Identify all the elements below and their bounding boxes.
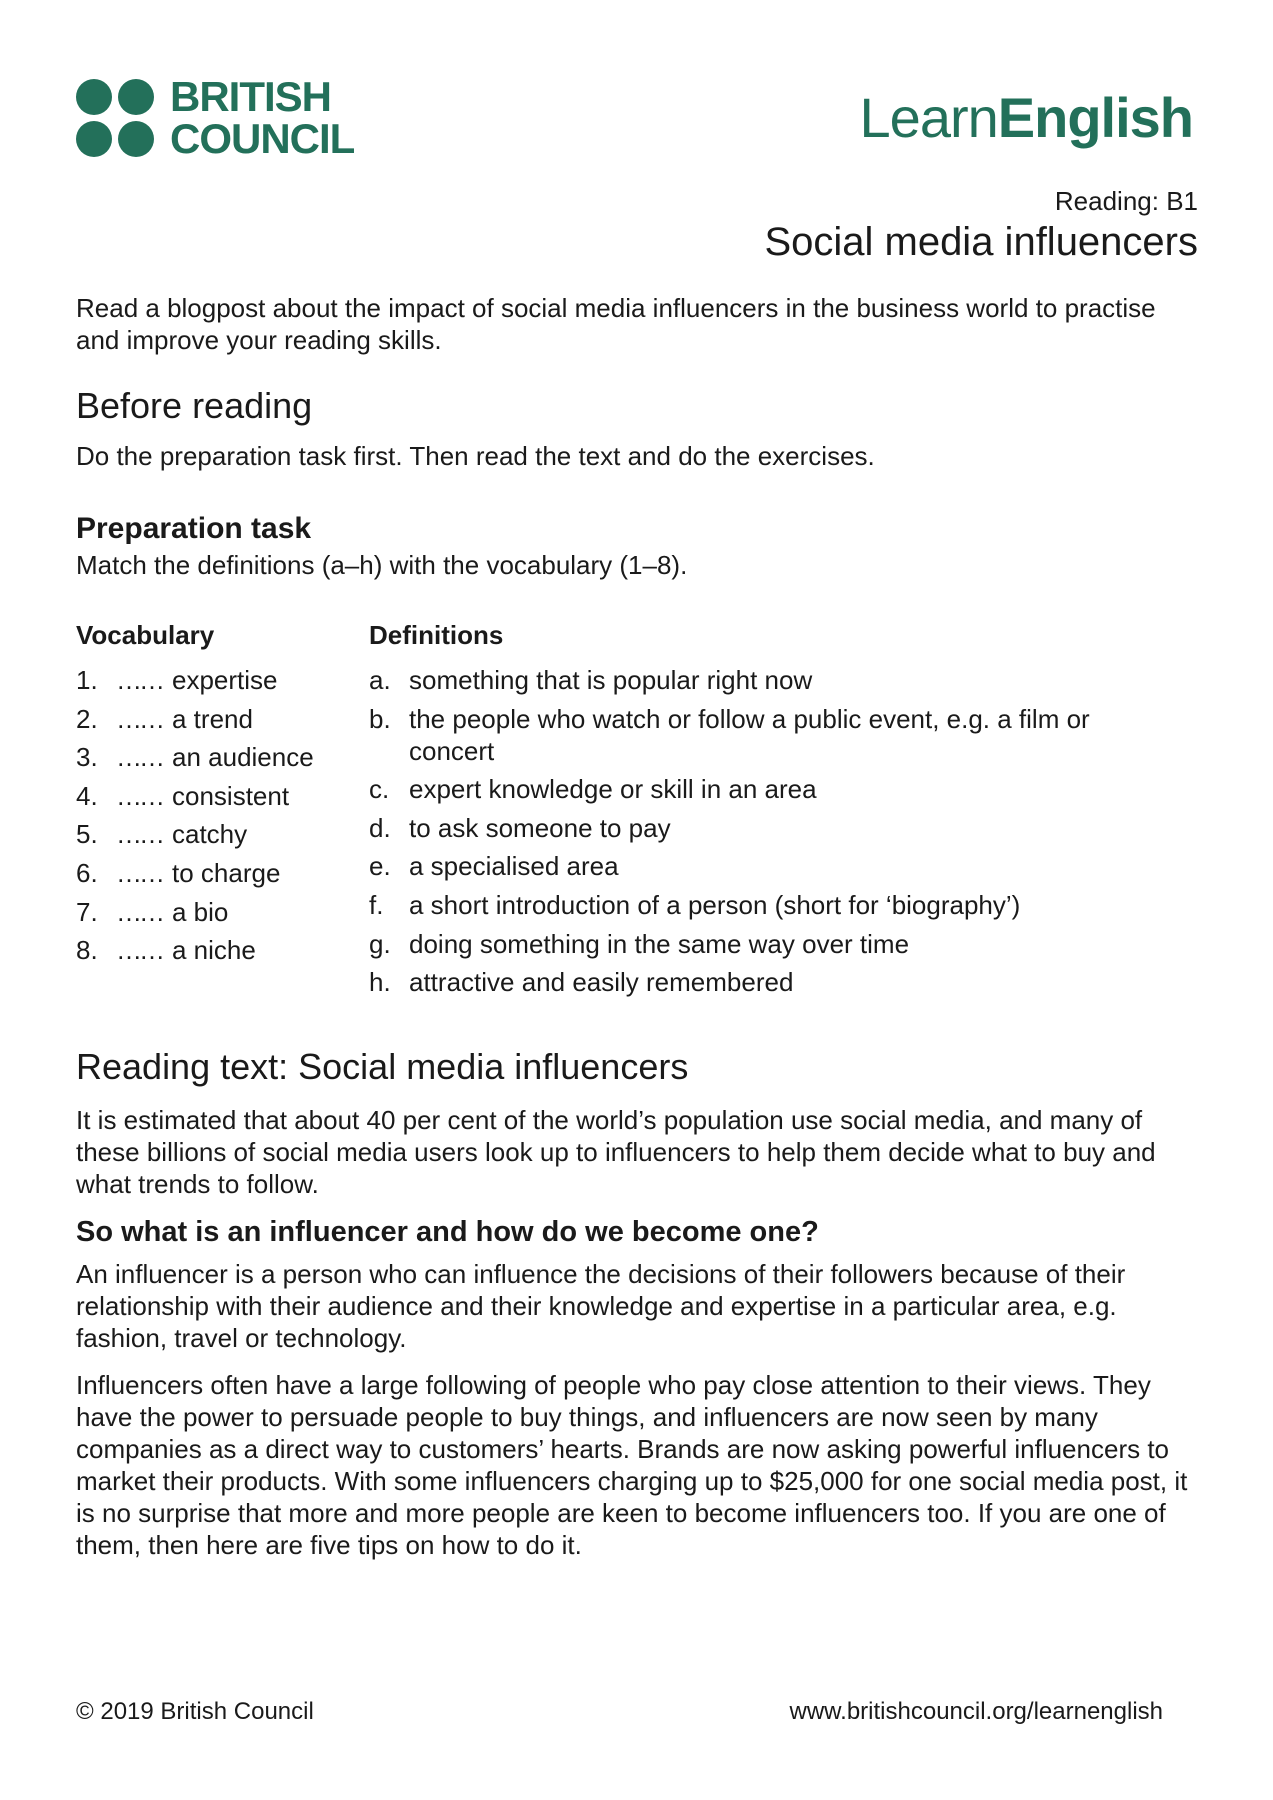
answer-blank[interactable]: …… [116,896,162,927]
definition-text: to ask someone to pay [409,812,671,843]
definition-item [369,664,1149,696]
prep-task-heading: Preparation task [76,512,312,545]
british-council-logo [76,73,355,162]
definition-letter: e. [369,851,391,882]
definition-text: attractive and easily remembered [409,967,794,998]
definition-letter: c. [369,774,390,805]
vocab-item [76,896,314,928]
logo-line-2: COUNCIL [170,115,355,162]
answer-blank[interactable]: …… [116,703,162,734]
learnenglish-logo [860,88,1193,148]
vocab-word: to charge [172,857,281,888]
definition-item [369,812,1149,844]
answer-blank[interactable]: …… [116,780,162,811]
vocab-number: 8. [76,935,98,966]
vocab-number: 4. [76,780,98,811]
prep-task-instruction: Match the definitions (a–h) with the vocabulary (1–8). [76,550,688,580]
definition-letter: a. [369,665,391,695]
reading-subheading: So what is an influencer and how do we become one? [76,1216,819,1248]
answer-blank[interactable]: …… [116,857,162,888]
reading-paragraph-3: Influencers often have a large following of people who pay close attention to their views. They have the power to persuade people to buy things, and influencers are now seen by many companies as a direct way to customers’ hearts. Brands are now asking powerful influencers to market their products. With some influencers charging up to $25,000 for one social media post, it is no surprise that more and more people are keen to become influencers too. If you are one of them, then here are five tips on how to do it. [76,1370,1188,1560]
vocabulary-heading: Vocabulary [76,620,215,650]
vocab-item [76,703,314,735]
definition-item [369,889,1149,921]
vocab-item [76,741,314,773]
vocab-item [76,780,314,812]
definition-text: a short introduction of a person (short for ‘biography’) [409,889,1021,920]
vocab-number: 2. [76,703,98,734]
british-council-dots-icon [76,79,154,157]
vocab-word: consistent [172,780,290,811]
vocab-item [76,664,314,696]
vocabulary-list [76,664,314,973]
learnenglish-logo-bold: English [997,86,1193,149]
vocab-item [76,818,314,850]
vocab-number: 7. [76,896,98,927]
definition-item [369,703,1149,767]
learnenglish-logo-light: Learn [859,86,998,149]
reading-text-heading: Reading text: Social media influencers [76,1046,689,1087]
reading-level: Reading: B1 [1054,186,1198,216]
answer-blank[interactable]: …… [116,742,162,773]
definition-text: the people who watch or follow a public event, e.g. a film or concert [409,703,1090,766]
vocab-word: a niche [172,935,256,966]
definition-letter: f. [369,889,384,920]
definition-text: expert knowledge or skill in an area [409,774,817,805]
answer-blank[interactable]: …… [116,935,162,966]
logo-line-1: BRITISH [170,73,331,120]
definition-letter: g. [369,928,391,959]
vocab-word: catchy [172,819,248,850]
british-council-wordmark [170,73,355,162]
definition-item [369,850,1149,882]
vocab-number: 1. [76,665,98,695]
vocab-word: expertise [172,665,278,695]
definition-text: something that is popular right now [409,665,813,695]
reading-paragraph-2: An influencer is a person who can influence the decisions of their followers because of their relationship with their audience and their knowledge and expertise in a particular area, e.g. fashion, travel or technology. [76,1259,1126,1353]
definitions-heading: Definitions [369,620,504,650]
definition-letter: d. [369,812,391,843]
intro-text: Read a blogpost about the impact of social media influencers in the business world to practise and improve your reading skills. [76,293,1156,355]
vocab-number: 6. [76,857,98,888]
vocab-number: 3. [76,742,98,773]
vocab-word: a trend [172,703,253,734]
page-title: Social media influencers [764,220,1198,264]
answer-blank[interactable]: …… [116,665,162,695]
definition-text: a specialised area [409,851,619,882]
definition-item [369,966,1149,998]
definition-letter: h. [369,967,391,998]
logo-dot [118,79,154,115]
logo-dot [118,121,154,157]
reading-paragraph-1: It is estimated that about 40 per cent of the world’s population use social media, and many of these billions of social media users look up to influencers to help them decide what to buy and what trends to follow. [76,1105,1156,1199]
vocab-item [76,857,314,889]
before-reading-heading: Before reading [76,385,313,426]
logo-dot [76,121,112,157]
logo-dot [76,79,112,115]
vocab-number: 5. [76,819,98,850]
footer-url[interactable]: www.britishcouncil.org/learnenglish [789,1698,1163,1725]
definition-item [369,773,1149,805]
definition-text: doing something in the same way over time [409,928,910,959]
vocab-item [76,934,314,966]
answer-blank[interactable]: …… [116,819,162,850]
definitions-list [369,664,1149,1005]
vocab-word: an audience [172,742,314,773]
definition-item [369,928,1149,960]
before-reading-text: Do the preparation task first. Then read the text and do the exercises. [76,441,875,471]
footer-copyright: © 2019 British Council [76,1698,314,1725]
vocab-word: a bio [172,896,229,927]
definition-letter: b. [369,703,391,734]
